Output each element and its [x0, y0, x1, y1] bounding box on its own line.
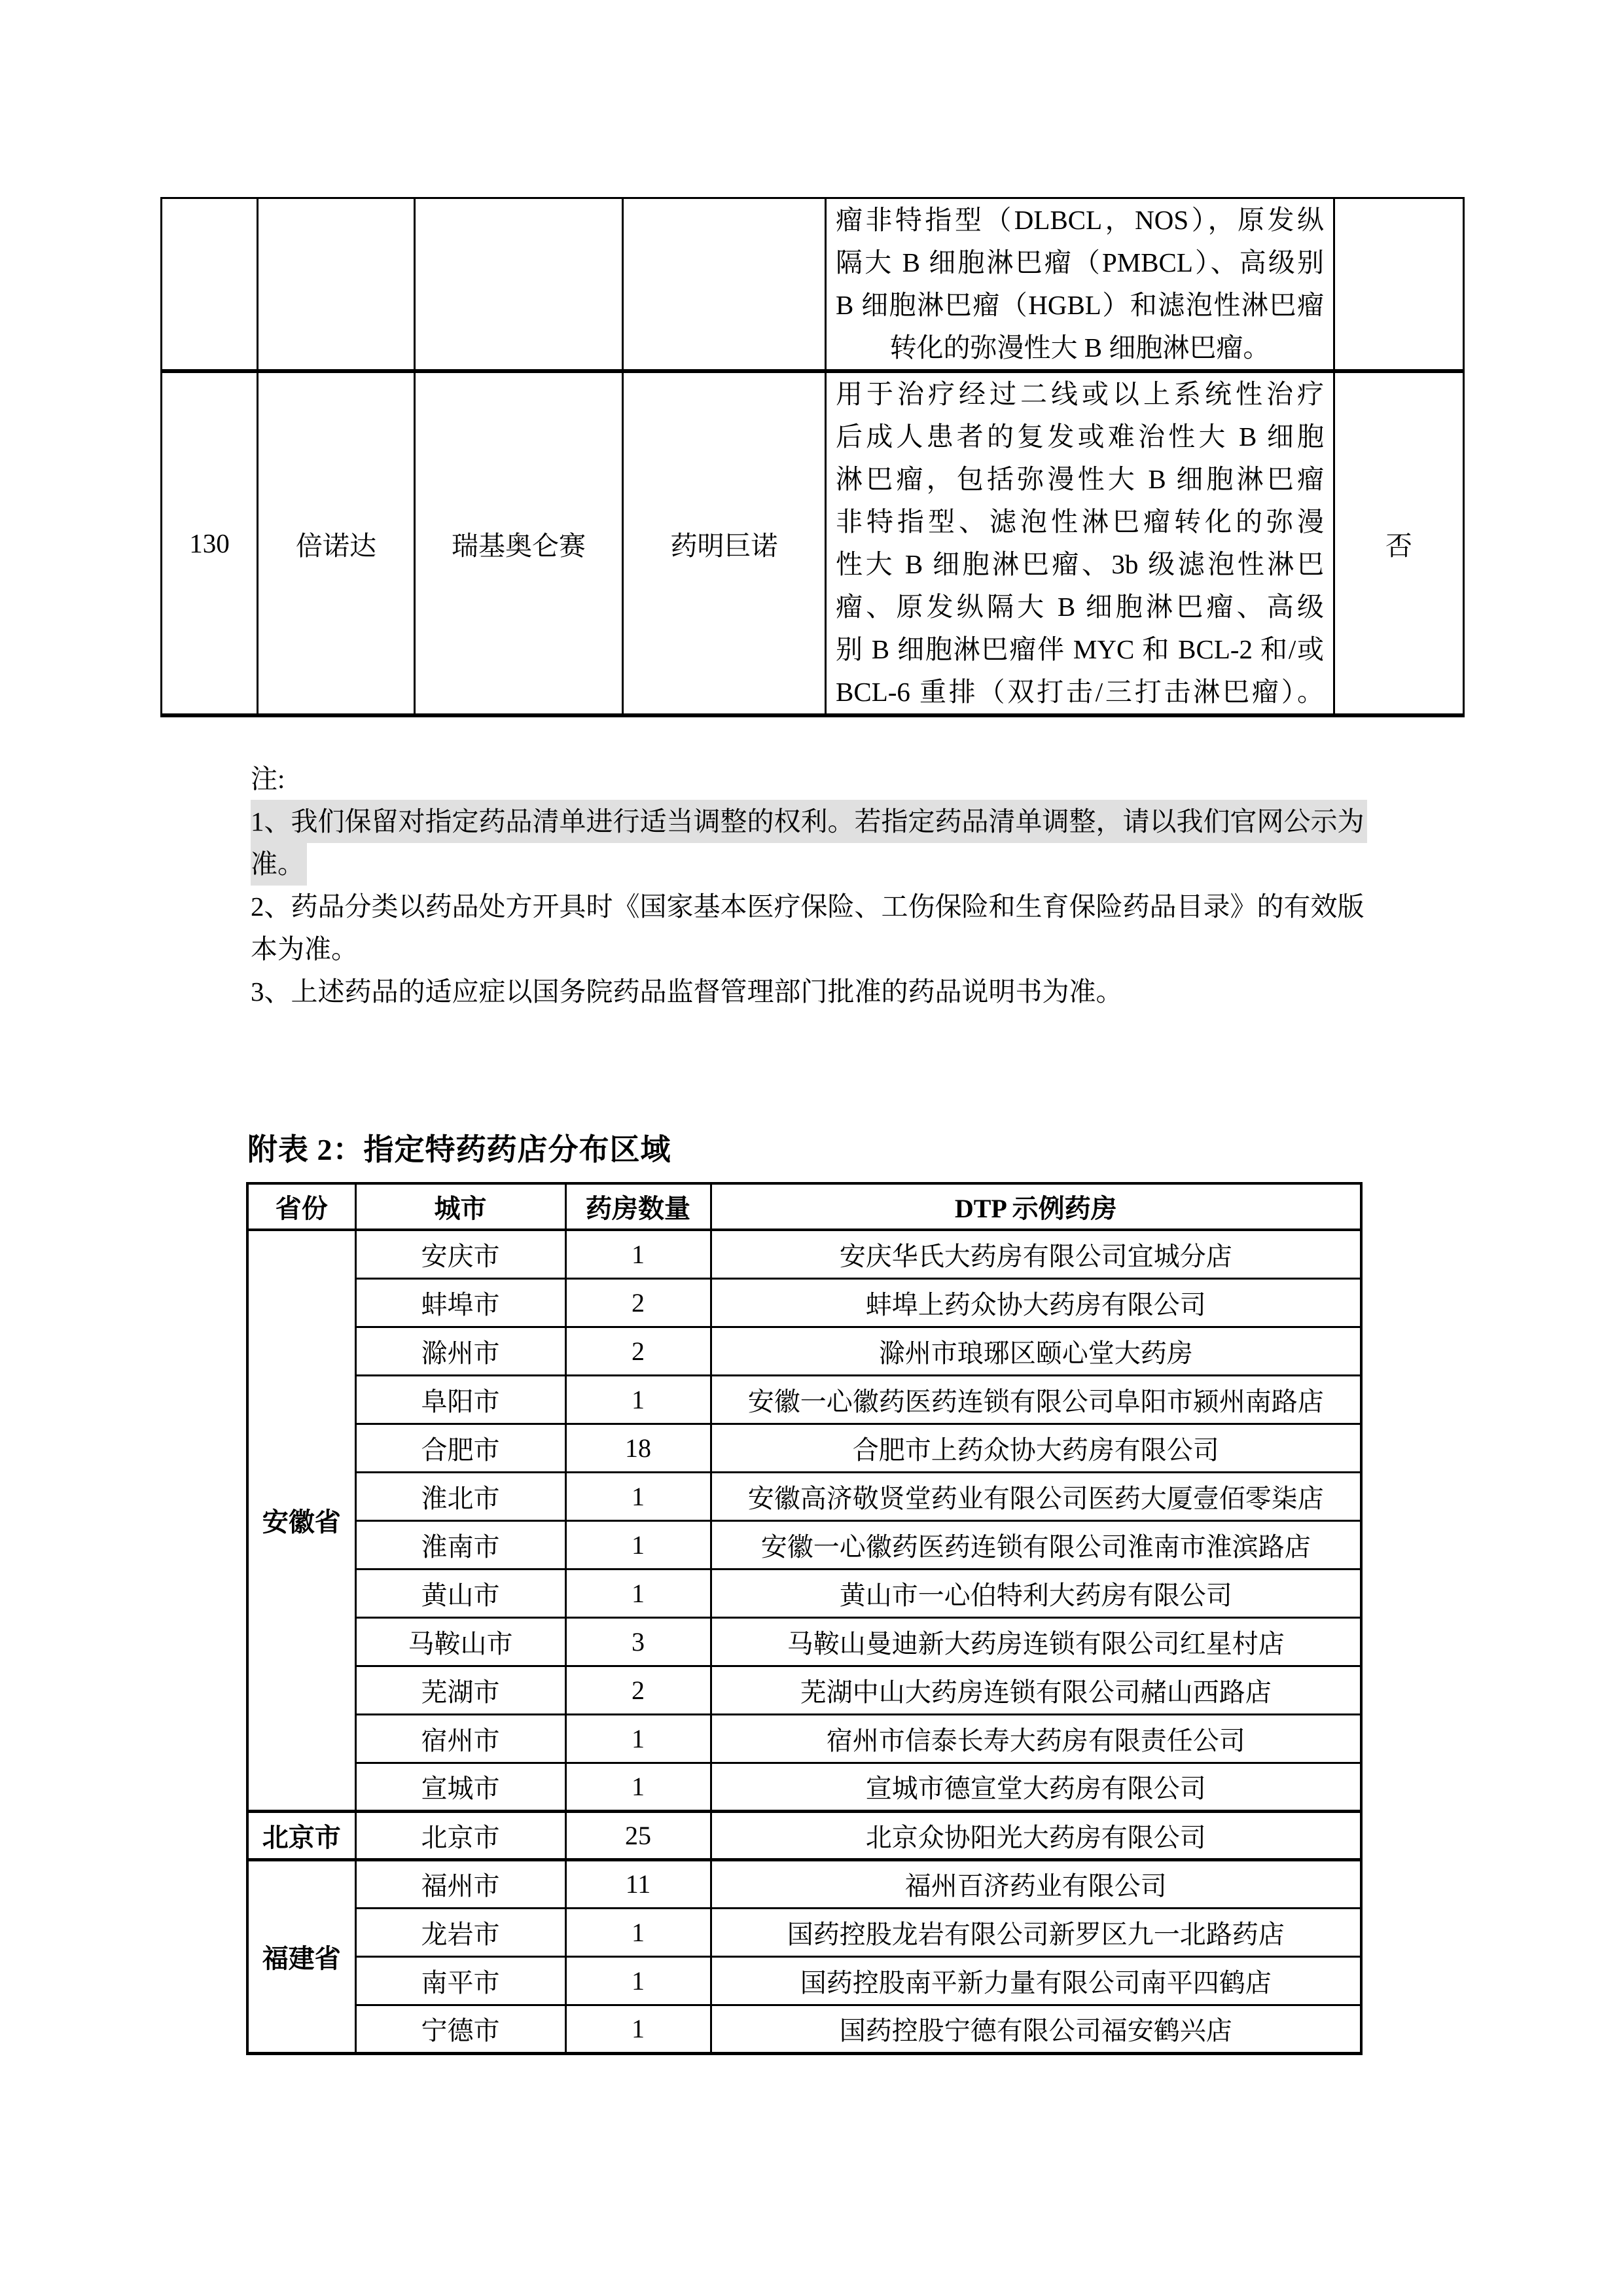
pharmacy-count-cell: 1 — [565, 1763, 711, 1811]
dtp-store-cell: 国药控股龙岩有限公司新罗区九一北路药店 — [711, 1908, 1361, 1956]
pharmacy-row — [247, 1859, 1361, 1908]
city-cell: 黄山市 — [355, 1569, 565, 1617]
pharmacy-count-cell: 1 — [565, 1520, 711, 1569]
pharmacy-row — [247, 1617, 1361, 1666]
social-security-cell — [1334, 198, 1464, 372]
pharmacy-distribution-table — [246, 1182, 1363, 2055]
dtp-store-cell: 宣城市德宣堂大药房有限公司 — [711, 1763, 1361, 1811]
province-cell: 安徽省 — [247, 1230, 355, 1811]
indication-line: 别 B 细胞淋巴瘤伴 MYC 和 BCL-2 和/或 — [836, 634, 1324, 664]
city-cell: 宁德市 — [355, 2005, 565, 2053]
pharmacy-row — [247, 1666, 1361, 1714]
note-line — [251, 843, 1402, 886]
pharmacy-row — [247, 1424, 1361, 1472]
drug-list-table — [160, 197, 1465, 717]
city-cell: 阜阳市 — [355, 1375, 565, 1424]
dtp-store-cell: 合肥市上药众协大药房有限公司 — [711, 1424, 1361, 1472]
dtp-store-cell: 北京众协阳光大药房有限公司 — [711, 1811, 1361, 1859]
indication-line: 用于治疗经过二线或以上系统性治疗 — [836, 379, 1324, 409]
city-cell: 宣城市 — [355, 1763, 565, 1811]
dtp-store-cell: 安徽高济敬贤堂药业有限公司医药大厦壹佰零柒店 — [711, 1472, 1361, 1520]
city-cell: 安庆市 — [355, 1230, 565, 1278]
city-cell: 马鞍山市 — [355, 1617, 565, 1666]
indication-line: 隔大 B 细胞淋巴瘤（PMBCL）、高级别 — [836, 247, 1324, 278]
pharmacy-row — [247, 1472, 1361, 1520]
dtp-store-cell: 蚌埠上药众协大药房有限公司 — [711, 1278, 1361, 1327]
generic-name-cell — [415, 198, 623, 372]
pharmacy-row — [247, 1714, 1361, 1763]
pharmacy-count-cell: 1 — [565, 1230, 711, 1278]
pharmacy-row — [247, 1763, 1361, 1811]
pharmacy-row — [247, 1811, 1361, 1859]
pharmacy-count-cell: 1 — [565, 2005, 711, 2053]
indication-line: 性大 B 细胞淋巴瘤、3b 级滤泡性淋巴 — [836, 549, 1324, 579]
dtp-store-cell: 芜湖中山大药房连锁有限公司赭山西路店 — [711, 1666, 1361, 1714]
city-cell: 淮南市 — [355, 1520, 565, 1569]
dtp-store-cell: 宿州市信泰长寿大药房有限责任公司 — [711, 1714, 1361, 1763]
indication-line: 转化的弥漫性大 B 细胞淋巴瘤。 — [889, 332, 1270, 363]
brand-name-cell: 倍诺达 — [258, 371, 415, 715]
note-line: 注: — [251, 764, 285, 794]
pharmacy-row — [247, 1230, 1361, 1278]
indication-line: 淋巴瘤，包括弥漫性大 B 细胞淋巴瘤 — [836, 464, 1324, 494]
city-cell: 福州市 — [355, 1859, 565, 1908]
pharmacy-count-cell: 2 — [565, 1278, 711, 1327]
note-line: 2、药品分类以药品处方开具时《国家基本医疗保险、工伤保险和生育保险药品目录》的有效版 — [251, 891, 1364, 922]
dtp-store-cell: 国药控股南平新力量有限公司南平四鹤店 — [711, 1956, 1361, 2005]
pharmacy-row — [247, 1278, 1361, 1327]
city-cell: 北京市 — [355, 1811, 565, 1859]
dtp-store-cell: 安庆华氏大药房有限公司宜城分店 — [711, 1230, 1361, 1278]
table2-title: 附表 2：指定特药药店分布区域 — [247, 1133, 671, 1166]
dtp-store-cell: 滁州市琅琊区颐心堂大药房 — [711, 1327, 1361, 1375]
brand-name-cell — [258, 198, 415, 372]
indication-line: 非特指型、滤泡性淋巴瘤转化的弥漫 — [836, 507, 1324, 537]
city-cell: 淮北市 — [355, 1472, 565, 1520]
indication-line: B 细胞淋巴瘤（HGBL）和滤泡性淋巴瘤 — [836, 290, 1324, 320]
pharmacy-row — [247, 2005, 1361, 2053]
dtp-store-cell: 安徽一心徽药医药连锁有限公司阜阳市颍州南路店 — [711, 1375, 1361, 1424]
header-city: 城市 — [355, 1183, 565, 1230]
pharmacy-count-cell: 3 — [565, 1617, 711, 1666]
pharmacy-count-cell: 11 — [565, 1859, 711, 1908]
drug-row-130 — [162, 371, 1464, 715]
table2-header-row — [247, 1183, 1361, 1230]
pharmacy-count-cell: 1 — [565, 1375, 711, 1424]
pharmacy-count-cell: 1 — [565, 1714, 711, 1763]
city-cell: 龙岩市 — [355, 1908, 565, 1956]
indication-line: 后成人患者的复发或难治性大 B 细胞 — [836, 422, 1324, 452]
dtp-store-cell: 马鞍山曼迪新大药房连锁有限公司红星村店 — [711, 1617, 1361, 1666]
indication-cell — [826, 371, 1334, 715]
note-line — [251, 800, 1402, 843]
pharmacy-count-cell: 1 — [565, 1569, 711, 1617]
pharmacy-count-cell: 2 — [565, 1666, 711, 1714]
header-province: 省份 — [247, 1183, 355, 1230]
highlighted-text: 1、我们保留对指定药品清单进行适当调整的权利。若指定药品清单调整，请以我们官网公示为 — [251, 800, 1367, 843]
indication-line: 瘤非特指型（DLBCL，NOS），原发纵 — [836, 205, 1324, 235]
company-cell: 药明巨诺 — [623, 371, 826, 715]
pharmacy-count-cell: 1 — [565, 1472, 711, 1520]
serial-cell — [162, 198, 258, 372]
pharmacy-row — [247, 1327, 1361, 1375]
indication-line: 瘤、原发纵隔大 B 细胞淋巴瘤、高级 — [836, 592, 1324, 622]
city-cell: 芜湖市 — [355, 1666, 565, 1714]
serial-cell: 130 — [162, 371, 258, 715]
city-cell: 宿州市 — [355, 1714, 565, 1763]
dtp-store-cell: 福州百济药业有限公司 — [711, 1859, 1361, 1908]
header-dtp-example: DTP 示例药房 — [711, 1183, 1361, 1230]
dtp-store-cell: 黄山市一心伯特利大药房有限公司 — [711, 1569, 1361, 1617]
indication-line: BCL-6 重排（双打击/三打击淋巴瘤）。 — [836, 677, 1324, 707]
drug-row-continued — [162, 198, 1464, 372]
pharmacy-row — [247, 1569, 1361, 1617]
note-line: 3、上述药品的适应症以国务院药品监督管理部门批准的药品说明书为准。 — [251, 977, 1123, 1007]
dtp-store-cell: 安徽一心徽药医药连锁有限公司淮南市淮滨路店 — [711, 1520, 1361, 1569]
pharmacy-row — [247, 1956, 1361, 2005]
province-cell: 福建省 — [247, 1859, 355, 2053]
header-pharmacy-count: 药房数量 — [565, 1183, 711, 1230]
pharmacy-row — [247, 1908, 1361, 1956]
pharmacy-count-cell: 1 — [565, 1956, 711, 2005]
indication-cell — [826, 198, 1334, 372]
pharmacy-count-cell: 25 — [565, 1811, 711, 1859]
city-cell: 合肥市 — [355, 1424, 565, 1472]
pharmacy-count-cell: 2 — [565, 1327, 711, 1375]
generic-name-cell: 瑞基奥仑赛 — [415, 371, 623, 715]
dtp-store-cell: 国药控股宁德有限公司福安鹤兴店 — [711, 2005, 1361, 2053]
highlighted-text: 准。 — [251, 842, 307, 886]
city-cell: 蚌埠市 — [355, 1278, 565, 1327]
pharmacy-count-cell: 18 — [565, 1424, 711, 1472]
company-cell — [623, 198, 826, 372]
note-line: 本为准。 — [251, 934, 358, 964]
city-cell: 滁州市 — [355, 1327, 565, 1375]
pharmacy-count-cell: 1 — [565, 1908, 711, 1956]
pharmacy-row — [247, 1375, 1361, 1424]
social-security-cell: 否 — [1334, 371, 1464, 715]
pharmacy-row — [247, 1520, 1361, 1569]
province-cell: 北京市 — [247, 1811, 355, 1859]
city-cell: 南平市 — [355, 1956, 565, 2005]
notes-section — [251, 758, 1402, 1013]
